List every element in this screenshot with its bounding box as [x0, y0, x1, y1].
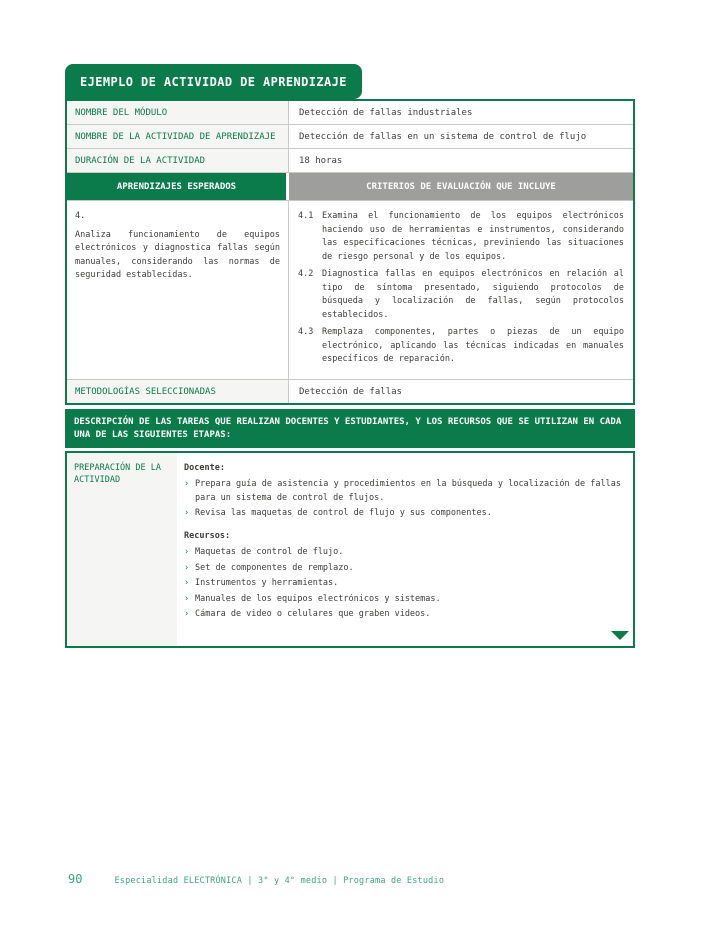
list-item-text: Set de componentes de remplazo. — [195, 562, 354, 573]
criterion-text: Examina el funcionamiento de los equipos electrónicos haciendo uso de herramientas e instrumentos, considerando las especificaciones técnicas, previniendo las situaciones de riesgo personal y de los equipos. — [322, 211, 624, 262]
row-value: Detección de fallas industriales — [299, 108, 473, 118]
methodology-label: METODOLOGÍAS SELECCIONADAS — [67, 380, 289, 403]
tasks-description-banner: DESCRIPCIÓN DE LAS TAREAS QUE REALIZAN DOCENTES Y ESTUDIANTES, Y LOS RECURSOS QUE SE UTILIZAN EN CADA UNA DE LAS SIGUIENTES ETAPAS: — [65, 409, 635, 448]
criterion-item — [298, 210, 624, 264]
row-label: DURACIÓN DE LA ACTIVIDAD — [67, 149, 289, 172]
list-item — [184, 546, 621, 560]
criterion-number: 4.1 — [298, 211, 314, 221]
criterion-text: Diagnostica fallas en equipos electrónicos en relación al tipo de síntoma presentado, siguiendo protocolos de búsqueda y localización de fallas, según protocolos establecidos. — [322, 269, 624, 320]
evaluation-criteria-cell — [289, 201, 633, 379]
activity-table-section — [65, 64, 635, 648]
recursos-items — [184, 546, 621, 622]
table-row — [67, 149, 633, 173]
row-value: 18 horas — [299, 156, 343, 166]
table-row — [67, 101, 633, 125]
expected-learning-cell — [67, 201, 289, 379]
list-item — [184, 562, 621, 576]
chevron-bullet-icon: › — [184, 609, 190, 619]
info-rows — [67, 101, 633, 173]
learning-objective-number: 4. — [75, 211, 86, 221]
row-label: NOMBRE DEL MÓDULO — [67, 101, 289, 124]
page-footer — [68, 872, 444, 886]
expected-learning-header: APRENDIZAJES ESPERADOS — [67, 173, 289, 200]
list-item — [184, 608, 621, 622]
chevron-bullet-icon: › — [184, 479, 190, 489]
column-headers-row — [67, 173, 633, 201]
evaluation-criteria-header: CRITERIOS DE EVALUACIÓN QUE INCLUYE — [289, 173, 633, 200]
continuation-arrow-icon — [611, 631, 629, 640]
footer-text: Especialidad ELECTRÓNICA | 3° y 4° medio | Programa de Estudio — [114, 876, 445, 886]
list-item-text: Manuales de los equipos electrónicos y sistemas. — [195, 593, 441, 604]
criterion-number: 4.3 — [298, 327, 314, 337]
criterion-number: 4.2 — [298, 269, 314, 279]
criterion-item — [298, 326, 624, 367]
chevron-bullet-icon: › — [184, 578, 190, 588]
page-number: 90 — [68, 872, 83, 886]
criterion-text: Remplaza componentes, partes o piezas de un equipo electrónico, aplicando las técnicas indicadas en manuales específicos de reparación. — [322, 327, 624, 364]
learning-criteria-row — [67, 201, 633, 380]
row-value: Detección de fallas en un sistema de control de flujo — [299, 132, 587, 142]
list-item — [184, 593, 621, 607]
chevron-bullet-icon: › — [184, 547, 190, 557]
preparation-stage-label: PREPARACIÓN DE LA ACTIVIDAD — [67, 453, 177, 646]
list-item-text: Maquetas de control de flujo. — [195, 547, 344, 557]
docente-items — [184, 478, 621, 521]
list-item-text: Instrumentos y herramientas. — [195, 578, 339, 588]
docente-heading: Docente: — [184, 462, 225, 473]
activity-example-title: EJEMPLO DE ACTIVIDAD DE APRENDIZAJE — [65, 64, 362, 99]
learning-objective-text: Analiza funcionamiento de equipos electrónicos y diagnostica fallas según manuales, considerando las normas de seguridad establecidas. — [75, 229, 280, 280]
list-item — [184, 577, 621, 591]
table-row — [67, 125, 633, 149]
methodology-value: Detección de fallas — [299, 386, 402, 397]
chevron-bullet-icon: › — [184, 562, 190, 573]
methodology-row — [67, 380, 633, 403]
preparation-content — [177, 453, 633, 646]
recursos-heading: Recursos: — [184, 530, 231, 541]
preparation-table — [65, 451, 635, 648]
preparation-row — [67, 453, 633, 646]
list-item — [184, 478, 621, 505]
list-item-text: Prepara guía de asistencia y procedimientos en la búsqueda y localización de fallas para un sistema de control de flujos. — [195, 479, 621, 503]
list-item-text: Revisa las maquetas de control de flujo y sus componentes. — [195, 508, 492, 518]
list-item-text: Cámara de video o celulares que graben videos. — [195, 609, 431, 619]
activity-info-table — [65, 99, 635, 405]
criterion-item — [298, 268, 624, 322]
chevron-bullet-icon: › — [184, 508, 190, 518]
list-item — [184, 507, 621, 521]
chevron-bullet-icon: › — [184, 593, 190, 604]
row-label: NOMBRE DE LA ACTIVIDAD DE APRENDIZAJE — [67, 125, 289, 148]
